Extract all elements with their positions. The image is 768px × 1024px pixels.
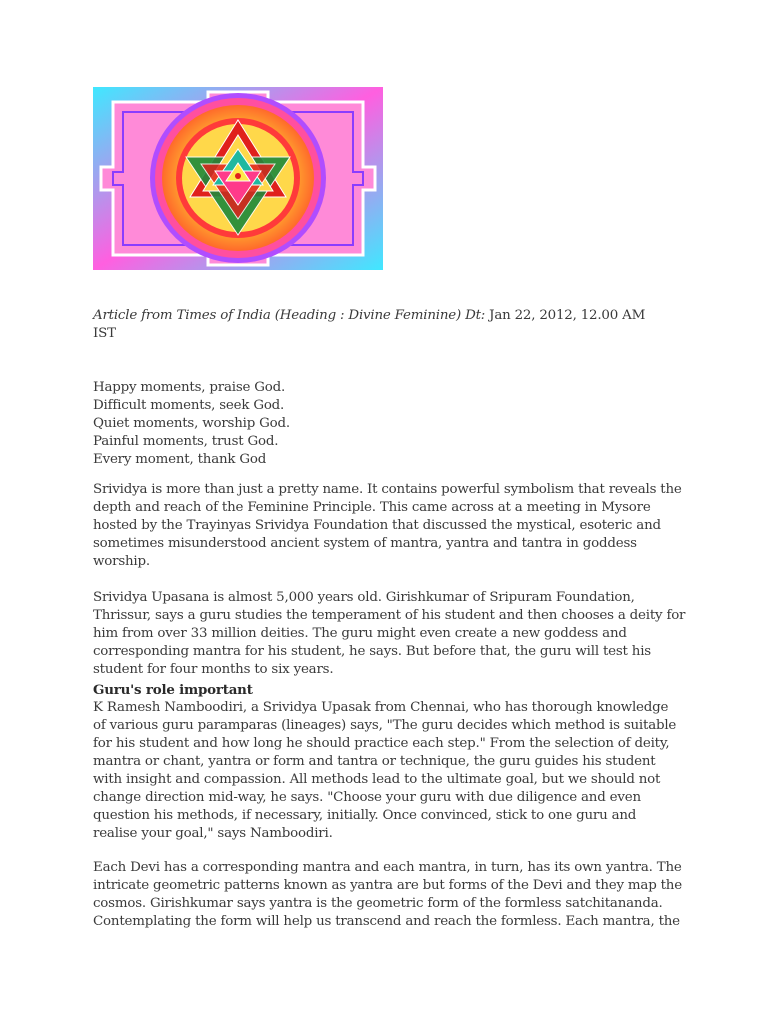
caption-date: Jan 22, 2012, 12.00 AM	[485, 308, 646, 323]
text-line: Quiet moments, worship God.	[93, 416, 290, 431]
paragraph-2	[93, 589, 693, 679]
paragraph-3	[93, 699, 693, 843]
text-line: student for four months to six years.	[93, 662, 334, 677]
paragraph-4	[93, 859, 693, 931]
poem	[93, 379, 693, 469]
text-line: Srividya Upasana is almost 5,000 years old. Girishkumar of Sripuram Foundation,	[93, 590, 635, 605]
text-line: K Ramesh Namboodiri, a Srividya Upasak from Chennai, who has thorough knowledge	[93, 700, 669, 715]
article-caption	[93, 307, 693, 343]
caption-timezone: IST	[93, 326, 116, 341]
sri-yantra-image	[93, 87, 383, 270]
text-line: Contemplating the form will help us transcend and reach the formless. Each mantra, the	[93, 914, 680, 929]
text-line: mantra or chant, yantra or form and tantra or technique, the guru guides his student	[93, 754, 656, 769]
text-line: Happy moments, praise God.	[93, 380, 286, 395]
text-line: cosmos. Girishkumar says yantra is the geometric form of the formless satchitananda.	[93, 896, 663, 911]
caption-source: Article from Times of India (Heading : Divine Feminine) Dt:	[93, 308, 486, 323]
text-line: Srividya is more than just a pretty name. It contains powerful symbolism that reveals the	[93, 482, 682, 497]
text-line: Difficult moments, seek God.	[93, 398, 285, 413]
text-line: depth and reach of the Feminine Principle. This came across at a meeting in Mysore	[93, 500, 651, 515]
paragraph-1	[93, 481, 693, 571]
text-line: Every moment, thank God	[93, 452, 267, 467]
text-line: corresponding mantra for his student, he says. But before that, the guru will test his	[93, 644, 651, 659]
text-line: him from over 33 million deities. The guru might even create a new goddess and	[93, 626, 627, 641]
text-line: worship.	[93, 554, 150, 569]
text-line: for his student and how long he should practice each step." From the selection of deity,	[93, 736, 670, 751]
text-line: Painful moments, trust God.	[93, 434, 279, 449]
text-line: of various guru paramparas (lineages) says, "The guru decides which method is suitable	[93, 718, 677, 733]
text-line: change direction mid-way, he says. "Choose your guru with due diligence and even	[93, 790, 641, 805]
text-line: Thrissur, says a guru studies the temperament of his student and then chooses a deity for	[93, 608, 686, 623]
text-line: sometimes misunderstood ancient system of mantra, yantra and tantra in goddess	[93, 536, 637, 551]
text-line: with insight and compassion. All methods lead to the ultimate goal, but we should not	[93, 772, 661, 787]
text-line: intricate geometric patterns known as yantra are but forms of the Devi and they map the	[93, 878, 682, 893]
text-line: hosted by the Trayinyas Srividya Foundation that discussed the mystical, esoteric and	[93, 518, 661, 533]
text-line: realise your goal," says Namboodiri.	[93, 826, 333, 841]
section-heading: Guru's role important	[93, 682, 253, 698]
text-line: Each Devi has a corresponding mantra and each mantra, in turn, has its own yantra. The	[93, 860, 682, 875]
text-line: question his methods, if necessary, initially. Once convinced, stick to one guru and	[93, 808, 637, 823]
